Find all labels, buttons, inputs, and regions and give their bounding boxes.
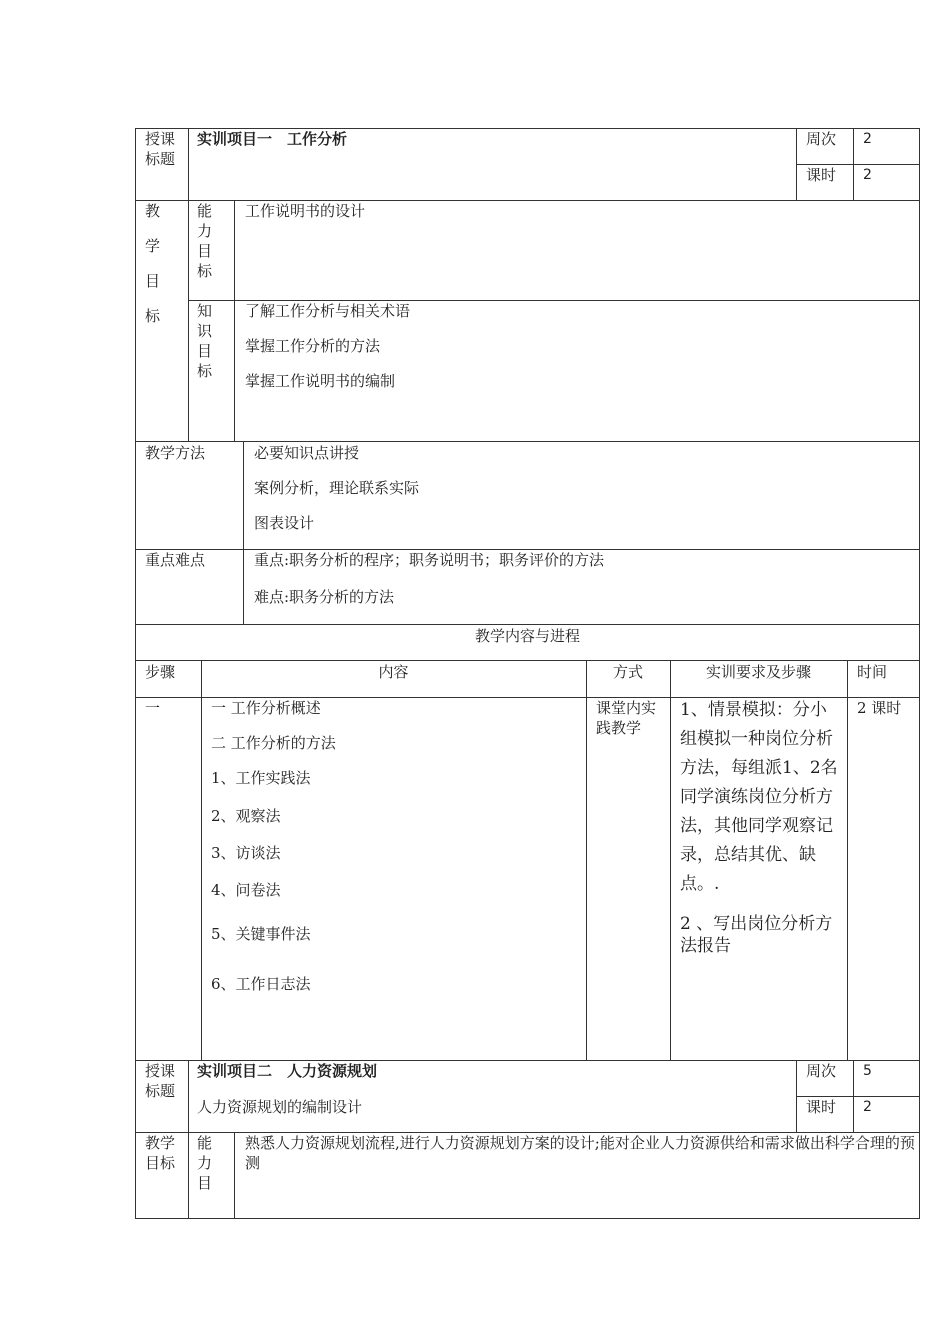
table-border (188, 1060, 189, 1218)
knowledge-goal-label: 知识目标 (197, 302, 213, 380)
column-header-requirements: 实训要求及步骤 (705, 663, 811, 681)
week-value: 5 (863, 1063, 872, 1079)
table-border (796, 128, 797, 200)
table-border (796, 1060, 797, 1132)
teaching-goal-label-char: 学 (145, 237, 161, 255)
row-mode: 课堂内实践教学 (596, 699, 657, 737)
content-item: 4、问卷法 (211, 881, 281, 899)
teaching-goal-label-char: 标 (145, 307, 161, 325)
knowledge-item: 掌握工作分析的方法 (245, 337, 381, 355)
teaching-method-item: 必要知识点讲授 (254, 444, 360, 462)
table-border (188, 128, 189, 441)
row-requirement-2: 2 、写出岗位分析方法报告 (680, 914, 833, 956)
project-title: 实训项目二 人力资源规划 (197, 1062, 378, 1080)
column-header-content: 内容 (378, 663, 409, 681)
key-point-item: 重点:职务分析的程序；职务说明书；职务评价的方法 (254, 551, 605, 569)
table-border (670, 660, 671, 1060)
table-border (135, 441, 920, 442)
content-item: 3、访谈法 (211, 844, 281, 862)
course-title-label: 授课标题 (145, 130, 176, 168)
content-item: 一 工作分析概述 (211, 699, 321, 717)
table-border (135, 624, 920, 625)
week-value: 2 (863, 131, 872, 147)
table-border (135, 128, 136, 1218)
content-item: 5、关键事件法 (211, 925, 311, 943)
teaching-method-item: 案例分析，理论联系实际 (254, 479, 420, 497)
hours-value: 2 (863, 167, 872, 183)
hours-value: 2 (863, 1099, 872, 1115)
row-step: 一 (145, 699, 161, 717)
section-title: 教学内容与进程 (474, 627, 580, 645)
key-points-label: 重点难点 (145, 551, 206, 569)
ability-goal-label: 能力目标 (197, 202, 213, 280)
table-border (847, 660, 848, 1060)
table-border (135, 660, 920, 661)
week-label: 周次 (806, 1062, 837, 1080)
teaching-method-label: 教学方法 (145, 444, 206, 462)
table-border (135, 1218, 920, 1219)
course-title-label: 授课标题 (145, 1062, 176, 1100)
column-header-mode: 方式 (612, 663, 643, 681)
ability-goal-label: 能力目 (197, 1134, 213, 1192)
content-item: 二 工作分析的方法 (211, 734, 336, 752)
content-item: 2、观察法 (211, 807, 281, 825)
week-label: 周次 (806, 130, 837, 148)
table-border (853, 128, 854, 200)
content-item: 6、工作日志法 (211, 975, 311, 993)
table-border (234, 200, 235, 441)
hours-label: 课时 (806, 166, 837, 184)
table-border (201, 660, 202, 1060)
teaching-method-item: 图表设计 (254, 514, 315, 532)
knowledge-item: 了解工作分析与相关术语 (245, 302, 411, 320)
hours-label: 课时 (806, 1098, 837, 1116)
table-border (853, 1060, 854, 1132)
project-subtitle: 人力资源规划的编制设计 (197, 1098, 363, 1116)
project-title: 实训项目一 工作分析 (197, 130, 348, 148)
teaching-goal-label-char: 目 (145, 272, 161, 290)
table-border (586, 660, 587, 1060)
knowledge-item: 掌握工作说明书的编制 (245, 372, 396, 390)
column-header-time: 时间 (857, 663, 888, 681)
ability-goal-text: 工作说明书的设计 (245, 202, 366, 220)
row-time: 2 课时 (857, 699, 902, 717)
row-requirement-1: 1、情景模拟：分小组模拟一种岗位分析方法，每组派1、2名同学演练岗位分析方法，其他同学观察记录，总结其优、缺点。. (680, 700, 838, 894)
teaching-goal-label: 教学目标 (145, 1134, 176, 1172)
ability-goal-text: 熟悉人力资源规划流程,进行人力资源规划方案的设计;能对企业人力资源供给和需求做出科学合理的预测 (245, 1134, 915, 1172)
teaching-goal-label-char: 教 (145, 202, 161, 220)
table-border (919, 128, 920, 1218)
column-header-step: 步骤 (145, 663, 176, 681)
table-border (243, 441, 244, 624)
key-point-item: 难点:职务分析的方法 (254, 588, 395, 606)
table-border (234, 1132, 235, 1218)
content-item: 1、工作实践法 (211, 769, 311, 787)
